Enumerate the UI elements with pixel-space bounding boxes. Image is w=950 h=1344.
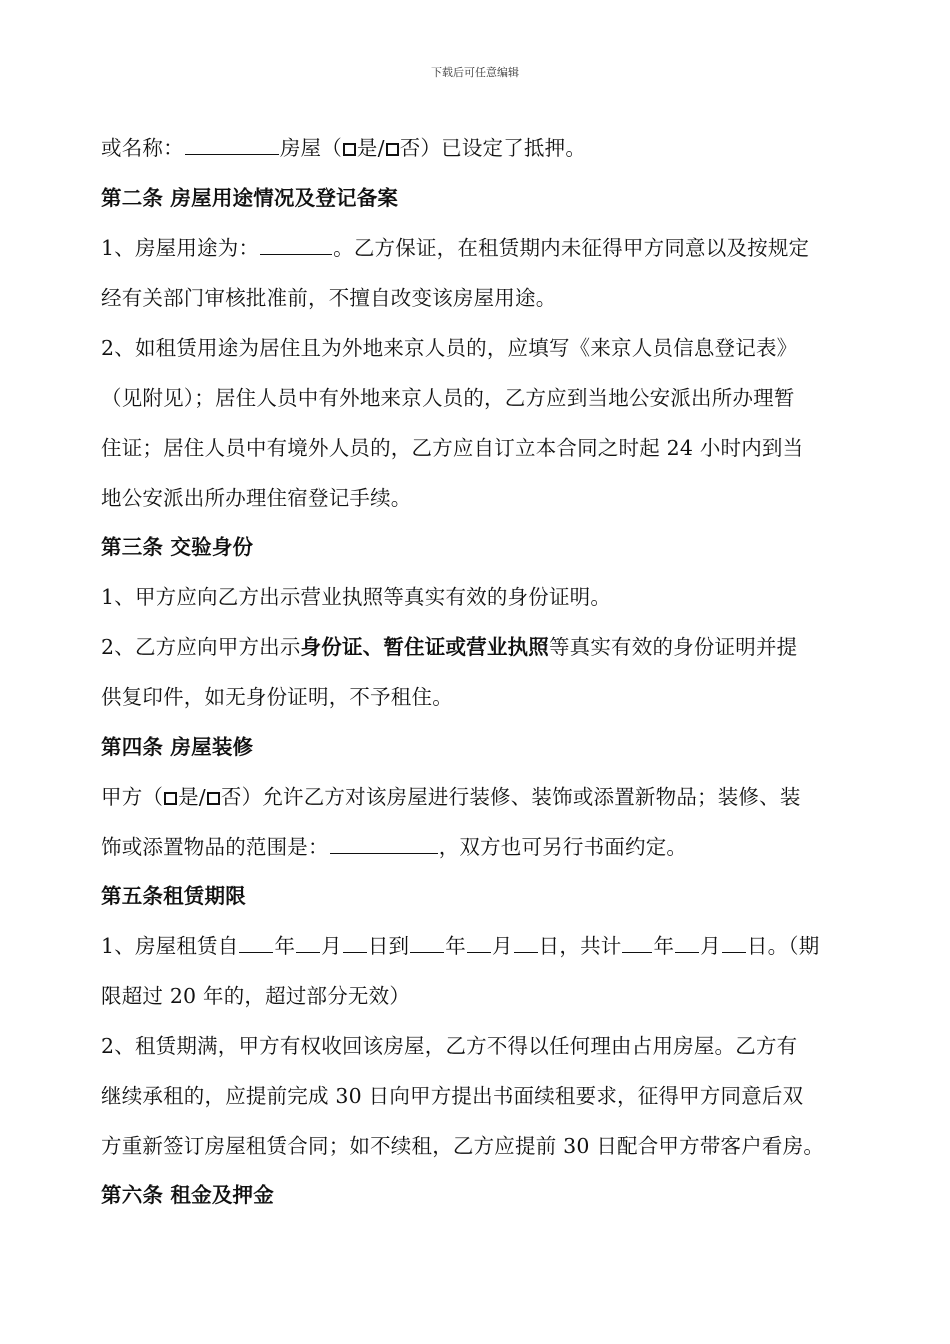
checkbox-icon[interactable] xyxy=(343,143,356,156)
fill-blank[interactable] xyxy=(410,932,444,953)
fill-blank[interactable] xyxy=(185,134,279,155)
text-line xyxy=(101,1132,824,1160)
text-line xyxy=(101,1082,803,1110)
text-line xyxy=(101,833,687,861)
heading-text: 第二条 房屋用途情况及登记备案 xyxy=(101,186,399,210)
text-span: 供复印件，如无身份证明，不予租住。 xyxy=(101,685,453,709)
text-line xyxy=(101,982,410,1010)
checkbox-icon[interactable] xyxy=(207,792,220,805)
section-heading xyxy=(101,184,398,212)
text-span: （见附见）；居住人员中有外地来京人员的，乙方应到当地公安派出所办理暂 xyxy=(101,386,795,410)
text-span: 否）已设定了抵押。 xyxy=(399,136,587,160)
section-heading xyxy=(101,533,253,561)
text-span: 是/ xyxy=(178,785,206,809)
heading-text: 第六条 租金及押金 xyxy=(101,1183,274,1207)
fill-blank[interactable] xyxy=(260,234,332,255)
fill-blank[interactable] xyxy=(296,932,320,953)
heading-text: 第三条 交验身份 xyxy=(101,535,254,559)
text-line xyxy=(101,583,611,611)
fill-blank[interactable] xyxy=(239,932,273,953)
section-heading xyxy=(101,1181,274,1209)
text-span: 房屋（ xyxy=(279,136,342,160)
text-span: 日，共计 xyxy=(538,934,622,958)
text-span: 住证；居住人员中有境外人员的，乙方应自订立本合同之时起 24 小时内到当 xyxy=(101,436,804,460)
text-span: 方重新签订房屋租赁合同；如不续租，乙方应提前 30 日配合甲方带客户看房。 xyxy=(101,1134,825,1158)
text-span: 甲方（ xyxy=(101,785,164,809)
fill-blank[interactable] xyxy=(675,932,699,953)
text-line xyxy=(101,484,412,512)
text-span: 经有关部门审核批准前，不擅自改变该房屋用途。 xyxy=(101,286,557,310)
text-span: 年 xyxy=(274,934,296,958)
text-line xyxy=(101,234,809,262)
checkbox-icon[interactable] xyxy=(386,143,399,156)
fill-blank[interactable] xyxy=(467,932,491,953)
heading-text: 第五条租赁期限 xyxy=(101,884,246,908)
text-span: 或名称： xyxy=(101,136,184,160)
text-span: 2、如租赁用途为居住且为外地来京人员的，应填写《来京人员信息登记表》 xyxy=(101,336,798,360)
text-span: 1、房屋用途为： xyxy=(101,236,260,260)
fill-blank[interactable] xyxy=(722,932,746,953)
heading-text: 第四条 房屋装修 xyxy=(101,735,254,759)
text-span: 限超过 20 年的，超过部分无效） xyxy=(101,984,411,1008)
text-line xyxy=(101,434,803,462)
text-span: 1、甲方应向乙方出示营业执照等真实有效的身份证明。 xyxy=(101,585,612,609)
text-span: 继续承租的，应提前完成 30 日向甲方提出书面续租要求，征得甲方同意后双 xyxy=(101,1084,804,1108)
text-span: 月 xyxy=(700,934,721,958)
text-line xyxy=(101,633,797,661)
section-heading xyxy=(101,733,253,761)
text-span: 月 xyxy=(321,934,342,958)
text-span: 等真实有效的身份证明并提 xyxy=(548,635,798,659)
fill-blank[interactable] xyxy=(330,833,438,854)
text-span: 地公安派出所办理住宿登记手续。 xyxy=(101,486,412,510)
text-line xyxy=(101,334,797,362)
text-span: 年 xyxy=(653,934,675,958)
text-line xyxy=(101,1032,797,1060)
text-span: 饰或添置物品的范围是： xyxy=(101,835,329,859)
section-heading xyxy=(101,882,246,910)
text-line xyxy=(101,284,556,312)
text-line xyxy=(101,932,819,960)
text-line xyxy=(101,683,453,711)
text-span: 日。（期 xyxy=(746,934,820,958)
text-line xyxy=(101,134,586,162)
checkbox-icon[interactable] xyxy=(164,792,177,805)
emphasis-text: 身份证、暂住证或营业执照 xyxy=(300,635,549,659)
text-span: 年 xyxy=(445,934,466,958)
text-span: 是/ xyxy=(356,136,385,160)
text-span: 日到 xyxy=(367,934,410,958)
text-span: 2、乙方应向甲方出示 xyxy=(101,635,301,659)
fill-blank[interactable] xyxy=(622,932,652,953)
fill-blank[interactable] xyxy=(514,932,538,953)
text-span: 月 xyxy=(491,934,513,958)
text-span: 2、租赁期满，甲方有权收回该房屋，乙方不得以任何理由占用房屋。乙方有 xyxy=(101,1034,798,1058)
text-line xyxy=(101,384,795,412)
page-header: 下载后可任意编辑 xyxy=(431,66,519,79)
text-span: 。乙方保证，在租赁期内未征得甲方同意以及按规定 xyxy=(333,236,810,260)
text-span: 否）允许乙方对该房屋进行装修、装饰或添置新物品；装修、装 xyxy=(220,785,801,809)
fill-blank[interactable] xyxy=(343,932,367,953)
text-line xyxy=(101,783,801,811)
text-span: ，双方也可另行书面约定。 xyxy=(438,835,688,859)
text-span: 1、房屋租赁自 xyxy=(101,934,239,958)
